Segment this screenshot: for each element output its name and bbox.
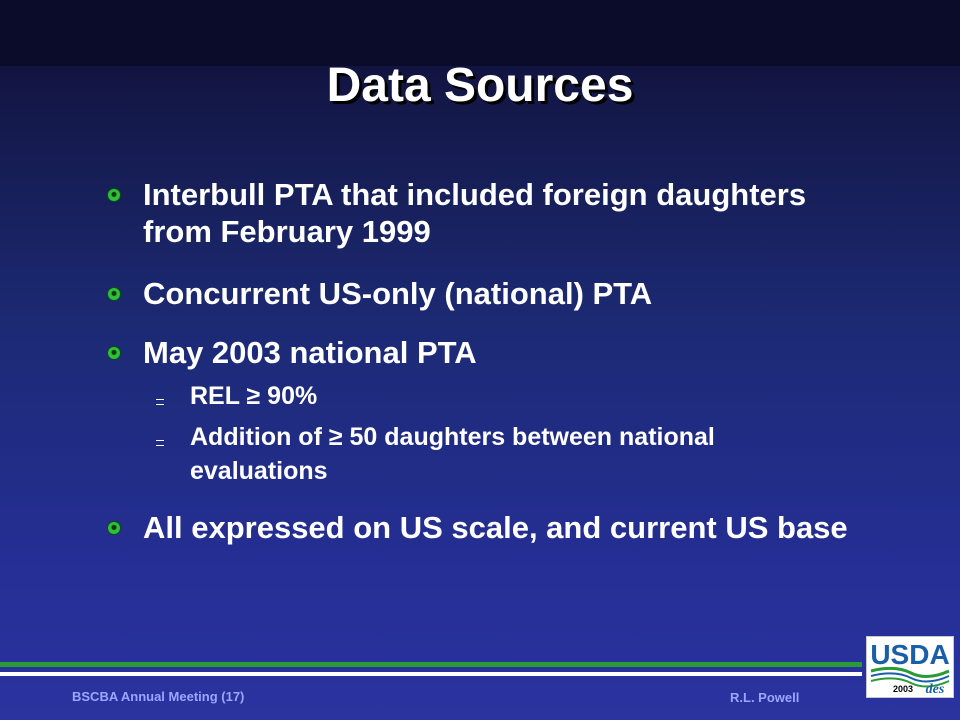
top-dark-band [0, 0, 960, 66]
bullet-dot-icon [108, 522, 120, 534]
logo-agency-text: USDA [870, 639, 950, 670]
footer-divider-white [0, 672, 862, 676]
bullet-dot-icon [108, 347, 120, 359]
usda-logo-icon [867, 637, 953, 697]
footer-divider-green [0, 662, 862, 667]
bullet-dot-icon [108, 288, 120, 300]
bullet-dot-icon [108, 189, 120, 201]
logo-year-text: 2003 [892, 684, 914, 694]
sub-bullet-dash-icon [156, 399, 164, 405]
slide-title: Data Sources [326, 59, 634, 112]
bullet-text: May 2003 national PTA [143, 335, 477, 370]
bullet-text: All expressed on US scale, and current US base [143, 510, 848, 545]
logo-mark-text: des [925, 682, 945, 697]
footer-meeting-label: BSCBA Annual Meeting (17) [72, 689, 245, 704]
sub-bullet-text: Addition of ≥ 50 daughters between national evaluations [190, 423, 715, 485]
bullet-text: Concurrent US-only (national) PTA [143, 276, 653, 311]
sub-bullet-text: REL ≥ 90% [190, 382, 318, 410]
usda-logo [866, 636, 954, 698]
bullet-text: Interbull PTA that included foreign daughters from February 1999 [143, 177, 807, 249]
sub-bullet-dash-icon [156, 440, 164, 446]
footer-author-label: R.L. Powell [730, 690, 800, 705]
